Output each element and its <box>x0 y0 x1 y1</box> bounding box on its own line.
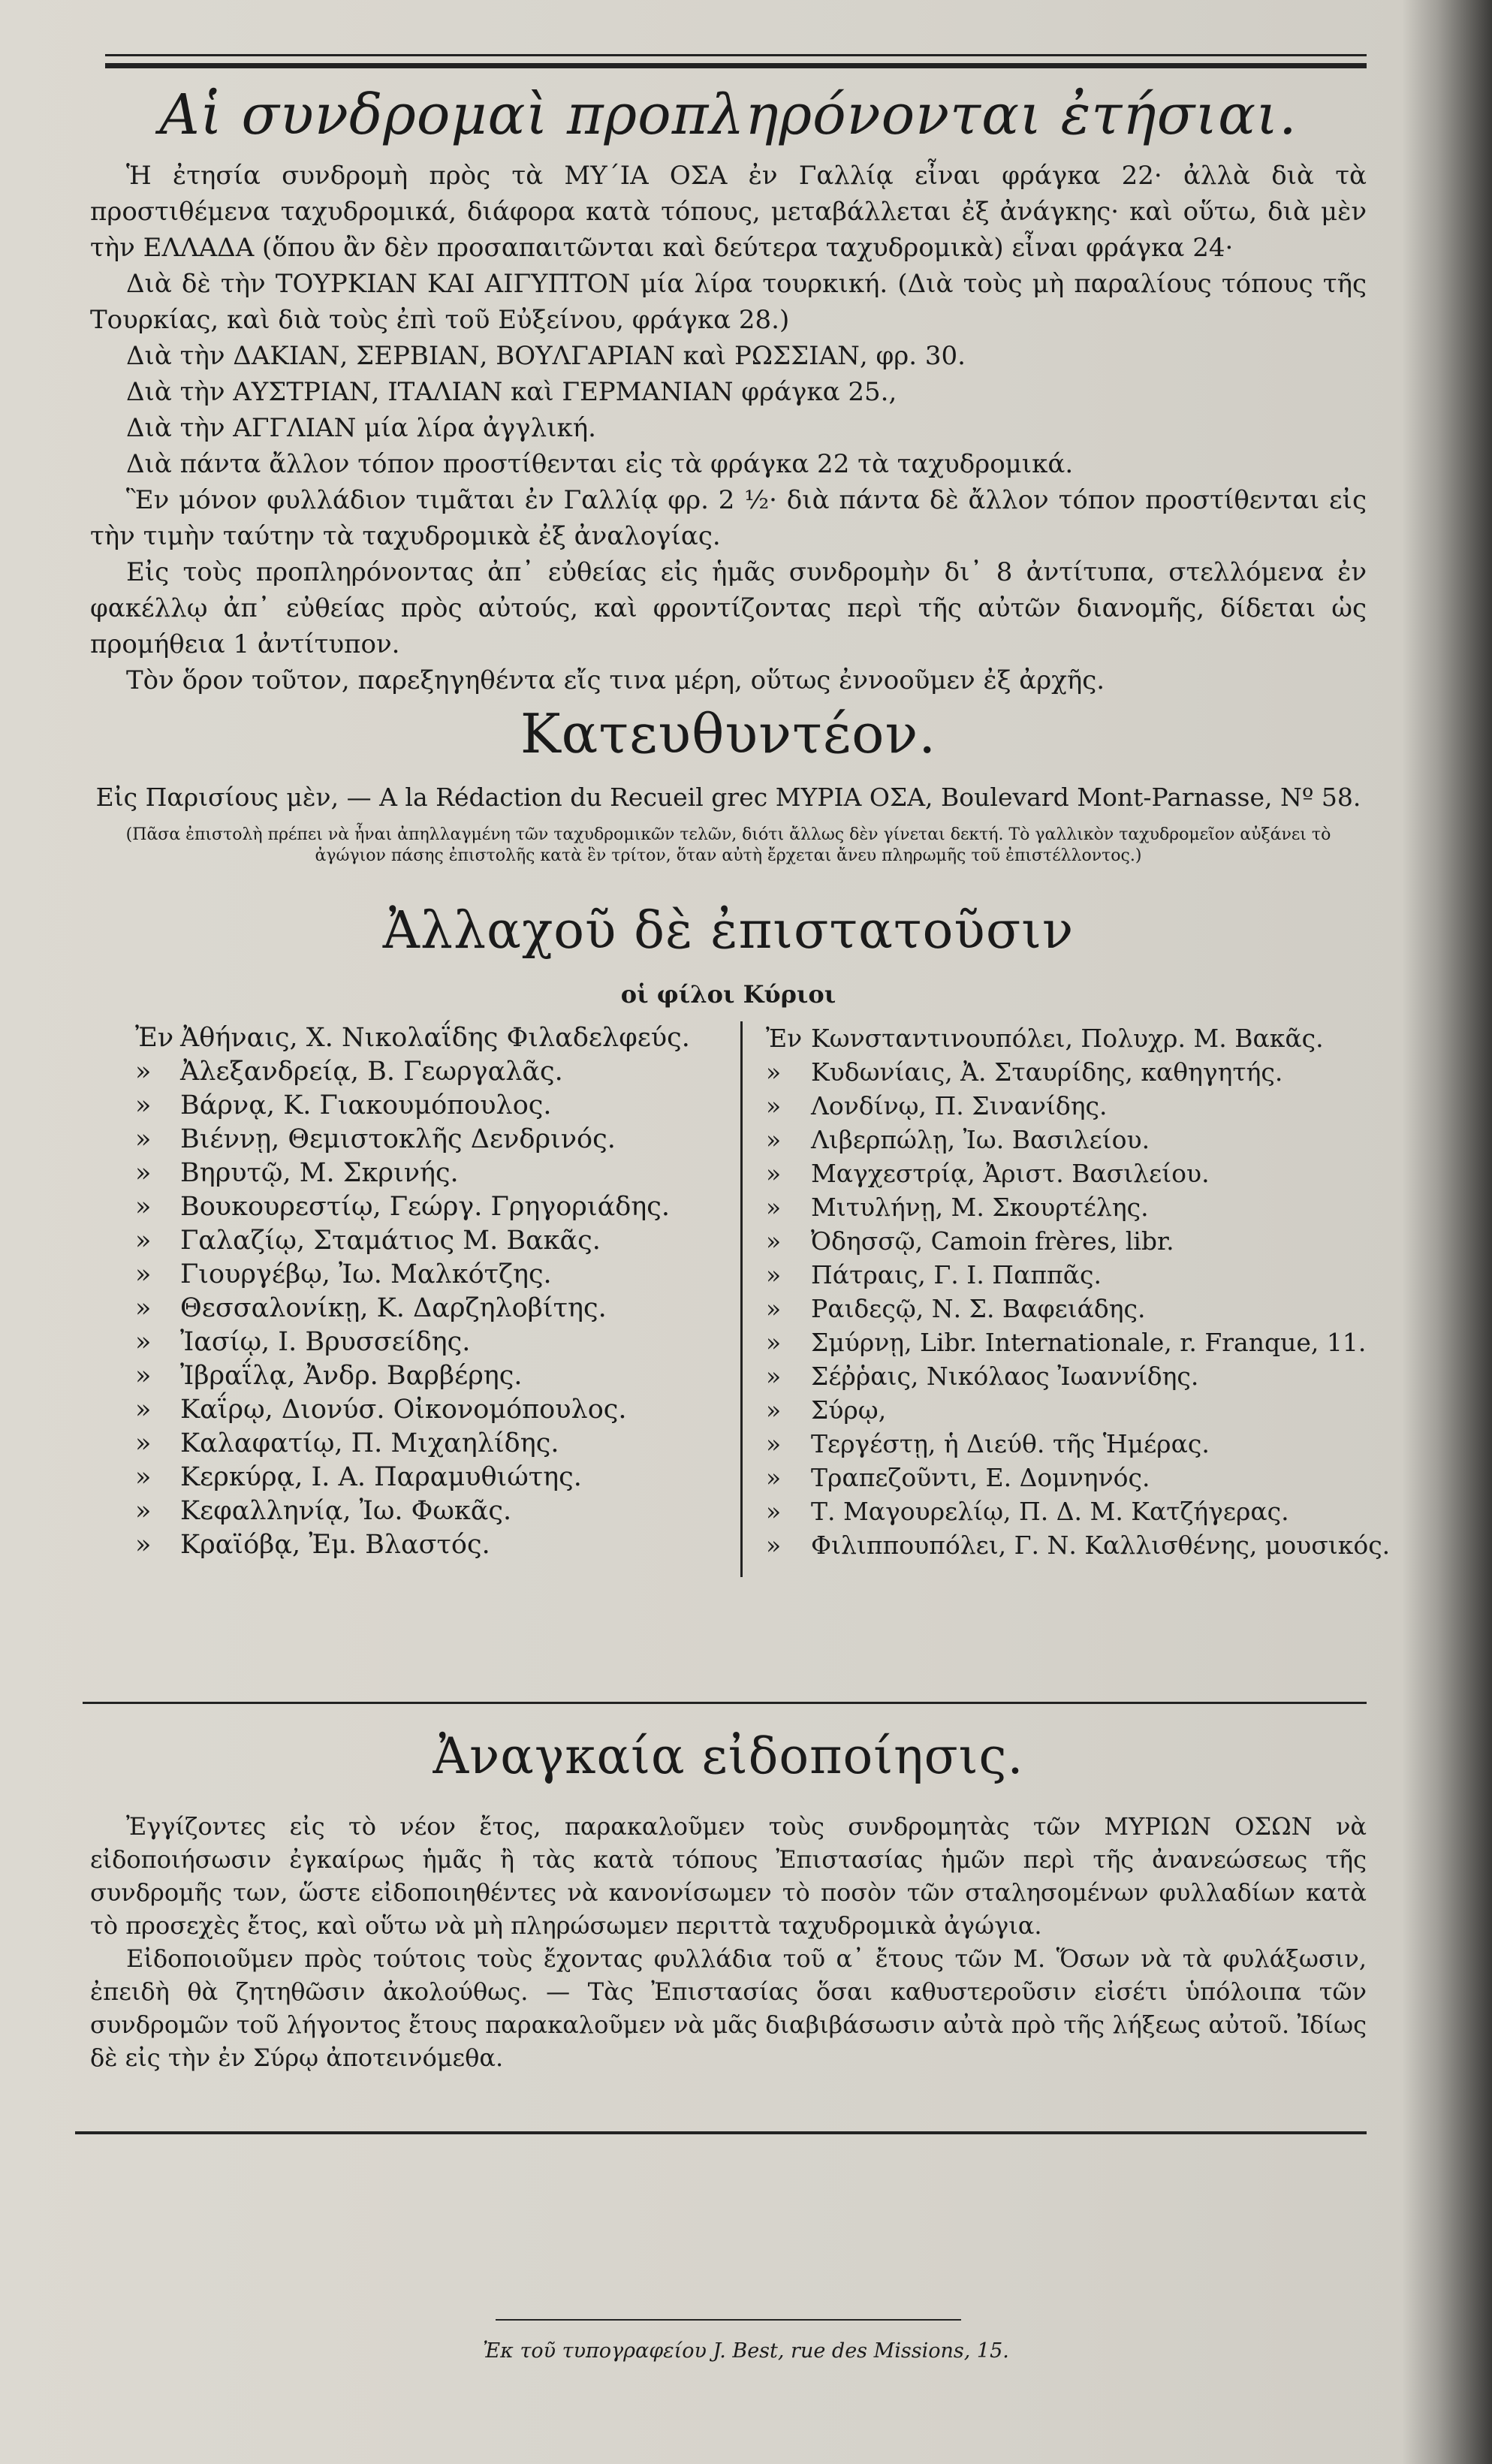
agent-row <box>766 1258 1374 1292</box>
agent-mark: » <box>766 1531 782 1560</box>
agent-entry: Βουκουρεστίῳ, Γεώργ. Γρηγοριάδης. <box>180 1192 670 1222</box>
subscription-paragraph: Διὰ τὴν ΑΥΣΤΡΙΑΝ, ΙΤΑΛΙΑΝ καὶ ΓΕΡΜΑΝΙΑΝ φράγκα 25., <box>126 377 897 407</box>
agent-mark: Ἐν <box>766 1024 803 1053</box>
agent-row <box>135 1258 728 1292</box>
agent-mark: » <box>135 1530 152 1560</box>
book-spine-shadow <box>1402 0 1492 2464</box>
agent-mark: » <box>766 1260 782 1289</box>
agents-title: Ἀλλαχοῦ δὲ ἐπιστατοῦσιν <box>382 901 1075 961</box>
notice-top-rule <box>83 1702 1367 1704</box>
printer-imprint: Ἐκ τοῦ τυπογραφείου J. Best, rue des Missions, 15. <box>483 2339 1009 2363</box>
agent-entry: Λονδίνῳ, Π. Σινανίδης. <box>811 1091 1108 1120</box>
subscription-paragraph: Διὰ τὴν ΔΑΚΙΑΝ, ΣΕΡΒΙΑΝ, ΒΟΥΛΓΑΡΙΑΝ καὶ ΡΩΣΣΙΑΝ, φρ. 30. <box>126 341 966 371</box>
agent-mark: » <box>766 1395 782 1425</box>
agent-entry: Κραϊόβᾳ, Ἐμ. Βλαστός. <box>180 1530 490 1560</box>
agent-mark: » <box>766 1193 782 1222</box>
agent-row <box>135 1427 728 1461</box>
agent-mark: » <box>135 1327 152 1357</box>
agent-row <box>135 1359 728 1393</box>
agent-row <box>135 1528 728 1562</box>
agent-row <box>135 1393 728 1427</box>
notice-paragraph: Ἐγγίζοντες εἰς τὸ νέον ἔτος, παρακαλοῦμεν τοὺς συνδρομητὰς τῶν ΜΥΡΙΩΝ ΟΣΩΝ νὰ εἰδοποιήσωσιν ἐγκαίρως ἡμᾶς ἢ τὰς κατὰ τόπους Ἐπιστασίας ἡμῶν περὶ τῆς ἀνανεώσεως τῆς συνδρομῆς των, ὥστε εἰδοποιηθέντες νὰ κανονίσωμεν τὸ ποσὸν τῶν σταλησομένων φυλλαδίων κατὰ τὸ προσεχὲς ἔτος, καὶ οὕτω νὰ μὴ πληρώσωμεν περιττὰ ταχυδρομικὰ ἀγώγια. <box>90 1812 1367 1940</box>
subscription-paragraph: Ἡ ἐτησία συνδρομὴ πρὸς τὰ ΜΥ΄ΙΑ ΟΣΑ ἐν Γαλλίᾳ εἶναι φράγκα 22· ἀλλὰ διὰ τὰ προστιθέμενα ταχυδρομικά, διάφορα κατὰ τόπους, μεταβάλλεται ἐξ ἀνάγκης· καὶ οὕτω, διὰ μὲν τὴν ΕΛΛΑΔΑ (ὅπου ἂν δὲν προσαπαιτῶνται καὶ δεύτερα ταχυδρομικὰ) εἶναι φράγκα 24· <box>90 161 1367 263</box>
agent-row <box>135 1021 728 1055</box>
agent-row <box>766 1224 1374 1258</box>
agent-entry: Μαγχεστρίᾳ, Ἀριστ. Βασιλείου. <box>811 1159 1210 1188</box>
agent-entry: Βιέννῃ, Θεμιστοκλῆς Δενδρινός. <box>180 1124 616 1154</box>
agent-entry: Θεσσαλονίκῃ, Κ. Δαρζηλοβίτης. <box>180 1293 607 1323</box>
agent-entry: Τ. Μαγουρελίῳ, Π. Δ. Μ. Κατζήγερας. <box>811 1497 1289 1526</box>
subscription-paragraph: Ἓν μόνον φυλλάδιον τιμᾶται ἐν Γαλλίᾳ φρ. 2 ½· διὰ πάντα δὲ ἄλλον τόπον προστίθενται εἰς τὴν τιμὴν ταύτην τὰ ταχυδρομικὰ ἐξ ἀναλογίας. <box>90 485 1367 551</box>
agent-row <box>135 1461 728 1494</box>
agent-entry: Λιβερπώλῃ, Ἰω. Βασιλείου. <box>811 1125 1150 1154</box>
agent-row <box>766 1325 1374 1359</box>
subscription-body <box>90 158 1367 698</box>
agent-row <box>766 1461 1374 1494</box>
directions-title: Κατευθυντέον. <box>520 702 937 765</box>
agent-row <box>766 1190 1374 1224</box>
agent-row <box>766 1292 1374 1325</box>
agent-row <box>766 1055 1374 1089</box>
agent-entry: Πάτραις, Γ. Ι. Παππᾶς. <box>811 1260 1102 1289</box>
subscription-paragraph: Τὸν ὅρον τοῦτον, παρεξηγηθέντα εἴς τινα μέρη, οὕτως ἐννοοῦμεν ἐξ ἀρχῆς. <box>126 665 1105 695</box>
agent-mark: » <box>135 1395 152 1425</box>
agent-mark: » <box>766 1159 782 1188</box>
subscription-paragraph: Διὰ δὲ τὴν ΤΟΥΡΚΙΑΝ ΚΑΙ ΑΙΓΥΠΤΟΝ μία λίρα τουρκική. (Διὰ τοὺς μὴ παραλίους τόπους τῆς Τουρκίας, καὶ διὰ τοὺς ἐπὶ τοῦ Εὐξείνου, φράγκα 28.) <box>90 269 1367 335</box>
agent-row <box>766 1528 1391 1562</box>
agent-mark: » <box>135 1158 152 1188</box>
agent-entry: Ἰασίῳ, Ι. Βρυσσείδης. <box>180 1327 471 1357</box>
agent-row <box>766 1021 1374 1055</box>
agent-mark: » <box>766 1125 782 1154</box>
agent-mark: » <box>135 1090 152 1120</box>
footer-rule <box>496 2319 961 2321</box>
agent-row <box>766 1089 1374 1123</box>
subscription-title: Αἱ συνδρομαὶ προπληρόνονται ἐτήσιαι. <box>159 83 1298 147</box>
subscription-paragraph: Εἰς τοὺς προπληρόνοντας ἀπ᾿ εὐθείας εἰς ἡμᾶς συνδρομὴν δι᾿ 8 ἀντίτυπα, στελλόμενα ἐν φακέλλῳ ἀπ᾿ εὐθείας πρὸς αὐτούς, καὶ φροντίζοντας περὶ τῆς αὐτῶν διανομῆς, δίδεται ὡς προμήθεια 1 ἀντίτυπον. <box>90 557 1367 659</box>
agent-entry: Φιλιππουπόλει, Γ. Ν. Καλλισθένης, μουσικός. <box>811 1531 1391 1560</box>
agent-row <box>135 1089 728 1123</box>
notice-body <box>90 1810 1367 2074</box>
directions-note: (Πᾶσα ἐπιστολὴ πρέπει νὰ ἦναι ἀπηλλαγμένη τῶν ταχυδρομικῶν τελῶν, διότι ἄλλως δὲν γίνεται δεκτή. Τὸ γαλλικὸν ταχυδρομεῖον αὐξάνει τὸ ἀγώγιον πάσης ἐπιστολῆς κατὰ ἓν τρίτον, ὅταν αὐτὴ ἔρχεται ἄνευ πληρωμῆς τοῦ ἐπιστέλλοντος.) <box>125 825 1331 865</box>
agent-mark: » <box>135 1361 152 1391</box>
agent-mark: » <box>135 1057 152 1087</box>
agent-mark: » <box>135 1462 152 1492</box>
agent-mark: » <box>766 1226 782 1256</box>
subscription-paragraph: Διὰ πάντα ἄλλον τόπον προστίθενται εἰς τὰ φράγκα 22 τὰ ταχυδρομικά. <box>126 449 1074 479</box>
agent-row <box>766 1123 1374 1157</box>
agent-entry: Κερκύρᾳ, Ι. Α. Παραμυθιώτης. <box>180 1462 582 1492</box>
notice-title: Ἀναγκαία εἰδοποίησις. <box>433 1727 1024 1785</box>
agent-entry: Τεργέστῃ, ἡ Διεύθ. τῆς Ἡμέρας. <box>811 1429 1210 1458</box>
agent-entry: Ἀλεξανδρείᾳ, Β. Γεωργαλᾶς. <box>180 1057 563 1087</box>
agent-row <box>135 1224 728 1258</box>
agent-mark: » <box>766 1057 782 1087</box>
agent-row <box>135 1157 728 1190</box>
agent-entry: Γιουργέβῳ, Ἰω. Μαλκότζης. <box>180 1259 552 1289</box>
agent-mark: » <box>766 1463 782 1492</box>
agents-right-column <box>766 1021 1391 1562</box>
directions-address: Εἰς Παρισίους μὲν, — A la Rédaction du Recueil grec ΜΥΡΙΑ ΟΣΑ, Boulevard Mont-Parnasse, Nº 58. <box>95 783 1361 812</box>
agent-mark: » <box>135 1259 152 1289</box>
agent-entry: Ἀθήναις, Χ. Νικολαΐδης Φιλαδελφεύς. <box>180 1023 690 1053</box>
agent-row <box>766 1393 1374 1427</box>
notice-paragraph: Εἰδοποιοῦμεν πρὸς τούτοις τοὺς ἔχοντας φυλλάδια τοῦ α᾿ ἔτους τῶν Μ. Ὅσων νὰ τὰ φυλάξωσιν, ἐπειδὴ θὰ ζητηθῶσιν ἀκολούθως. — Τὰς Ἐπιστασίας ὅσαι καθυστεροῦσιν εἰσέτι ὑπόλοιπα τῶν συνδρομῶν τοῦ λήγοντος ἔτους παρακαλοῦμεν νὰ μᾶς διαβιβάσωσιν αὐτὰ πρὸ τῆς λήξεως αὐτοῦ. Ἰδίως δὲ εἰς τὴν ἐν Σύρῳ ἀποτεινόμεθα. <box>90 1944 1367 2072</box>
agent-row <box>135 1494 728 1528</box>
agent-entry: Καΐρῳ, Διονύσ. Οἰκονομόπουλος. <box>180 1395 627 1425</box>
agent-row <box>766 1359 1374 1393</box>
agent-mark: » <box>766 1294 782 1323</box>
agent-row <box>135 1292 728 1325</box>
subscription-paragraph: Διὰ τὴν ΑΓΓΛΙΑΝ μία λίρα ἀγγλική. <box>126 413 596 443</box>
agent-entry: Μιτυλήνῃ, Μ. Σκουρτέλης. <box>811 1193 1149 1222</box>
agent-mark: » <box>135 1226 152 1256</box>
agent-row <box>766 1427 1374 1461</box>
agent-entry: Βηρυτῷ, Μ. Σκρινής. <box>180 1158 459 1188</box>
agent-entry: Γαλαζίῳ, Σταμάτιος Μ. Βακᾶς. <box>180 1226 601 1256</box>
agent-entry: Σμύρνῃ, Libr. Internationale, r. Franque, 11. <box>811 1328 1367 1357</box>
notice-bottom-rule <box>75 2131 1367 2134</box>
agent-entry: Βάρνᾳ, Κ. Γιακουμόπουλος. <box>180 1090 552 1120</box>
agent-entry: Ραιδεςῷ, Ν. Σ. Βαφειάδης. <box>811 1294 1146 1323</box>
agent-mark: » <box>135 1428 152 1458</box>
agent-row <box>135 1190 728 1224</box>
agent-mark: » <box>135 1293 152 1323</box>
agent-mark: » <box>135 1496 152 1526</box>
agent-entry: Τραπεζοῦντι, Ε. Δομνηνός. <box>811 1463 1150 1492</box>
agent-entry: Σύρῳ, <box>811 1395 887 1425</box>
agent-entry: Σέῤῥαις, Νικόλαος Ἰωαννίδης. <box>811 1362 1199 1391</box>
agent-mark: Ἐν <box>135 1023 174 1053</box>
agent-entry: Κωνσταντινουπόλει, Πολυχρ. Μ. Βακᾶς. <box>811 1024 1324 1053</box>
top-rule-thin <box>105 54 1367 56</box>
agent-row <box>135 1123 728 1157</box>
agent-mark: » <box>135 1192 152 1222</box>
agent-entry: Ὀδησσῷ, Camoin frères, libr. <box>811 1226 1174 1256</box>
top-rule-thick <box>105 63 1367 68</box>
agents-subtitle: οἱ φίλοι Κύριοι <box>620 980 836 1009</box>
agent-mark: » <box>135 1124 152 1154</box>
agent-row <box>135 1055 728 1089</box>
agent-mark: » <box>766 1362 782 1391</box>
agent-row <box>766 1494 1374 1528</box>
column-divider <box>740 1021 743 1577</box>
agent-entry: Καλαφατίῳ, Π. Μιχαηλίδης. <box>180 1428 559 1458</box>
agent-row <box>135 1325 728 1359</box>
agent-entry: Ἰβραΐλᾳ, Ἀνδρ. Βαρβέρης. <box>180 1361 523 1391</box>
agent-mark: » <box>766 1429 782 1458</box>
agent-mark: » <box>766 1328 782 1357</box>
agent-row <box>766 1157 1374 1190</box>
agent-mark: » <box>766 1091 782 1120</box>
agent-mark: » <box>766 1497 782 1526</box>
agent-entry: Κεφαλληνίᾳ, Ἰω. Φωκᾶς. <box>180 1496 512 1526</box>
agent-entry: Κυδωνίαις, Ἀ. Σταυρίδης, καθηγητής. <box>811 1057 1283 1087</box>
agents-left-column <box>135 1021 728 1562</box>
